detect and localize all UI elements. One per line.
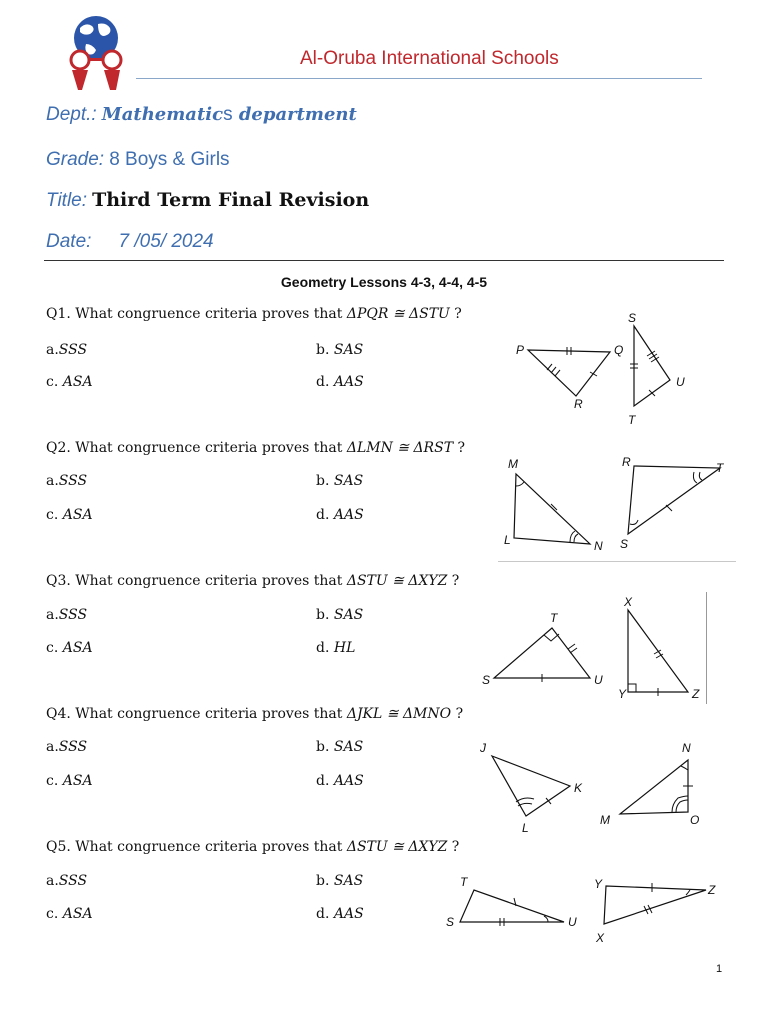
question-end: ?: [449, 306, 462, 322]
triangle-pqr: [528, 350, 610, 396]
triangle-stu: [634, 326, 670, 406]
svg-text:L: L: [504, 533, 511, 547]
option-c[interactable]: c. ASA: [46, 507, 93, 523]
dept-row: [46, 104, 357, 126]
triangle-xyz: [604, 886, 706, 924]
dept-value-b: s: [223, 104, 233, 125]
svg-text:S: S: [446, 915, 455, 929]
title-row: [46, 189, 369, 212]
triangle-stu: [460, 890, 564, 922]
svg-text:M: M: [508, 457, 518, 471]
triangle-rst: [628, 466, 720, 534]
question-math: ΔPQR ≅ ΔSTU: [346, 306, 450, 322]
grade-label: Grade:: [46, 149, 105, 170]
svg-text:X: X: [624, 595, 633, 609]
q2-figure: [498, 450, 738, 560]
svg-text:K: K: [574, 781, 583, 795]
option-c[interactable]: c. ASA: [46, 640, 93, 656]
vertex-label: S: [628, 311, 637, 325]
svg-text:X: X: [596, 931, 605, 945]
header-divider: [136, 78, 702, 79]
question-number: Q1.: [46, 306, 71, 322]
vertex-label: P: [516, 343, 525, 357]
option-a[interactable]: a.SSS: [46, 873, 88, 889]
option-b[interactable]: b. SAS: [316, 873, 364, 889]
question-5: Q5. What congruence criteria proves that ΔSTU ≅ ΔXYZ ?: [46, 839, 460, 855]
school-name: Al-Oruba International Schools: [300, 48, 559, 69]
svg-text:R: R: [622, 455, 631, 469]
option-d[interactable]: d. AAS: [316, 374, 364, 390]
vertex-label: R: [574, 397, 583, 411]
q5-figure: [440, 870, 730, 950]
option-a[interactable]: a.SSS: [46, 607, 88, 623]
grade-value: 8 Boys & Girls: [109, 149, 230, 170]
option-b[interactable]: b. SAS: [316, 473, 364, 489]
page-number: 1: [716, 963, 723, 975]
vertex-label: T: [628, 413, 636, 427]
question-2: Q2. What congruence criteria proves that ΔLMN ≅ ΔRST ?: [46, 440, 465, 456]
q3-figure: [478, 594, 708, 704]
date-row: [46, 231, 214, 253]
option-a[interactable]: a.SSS: [46, 342, 88, 358]
dept-label: Dept.:: [46, 104, 97, 125]
svg-text:N: N: [682, 741, 691, 755]
svg-text:S: S: [620, 537, 629, 551]
option-d[interactable]: d. AAS: [316, 507, 364, 523]
svg-text:Z: Z: [692, 687, 700, 701]
vertex-label: Q: [614, 343, 624, 357]
svg-text:T: T: [460, 875, 468, 889]
title-value: Third Term Final Revision: [92, 189, 370, 211]
section-divider: [44, 260, 724, 261]
school-logo: [56, 14, 136, 92]
triangle-xyz: [628, 610, 688, 692]
svg-text:O: O: [690, 813, 700, 827]
option-a[interactable]: a.SSS: [46, 473, 88, 489]
option-d[interactable]: d. HL: [316, 640, 356, 656]
figure-divider: [498, 561, 736, 562]
svg-text:L: L: [522, 821, 529, 835]
svg-text:U: U: [594, 673, 603, 687]
question-1: [46, 306, 462, 322]
svg-text:Y: Y: [618, 687, 627, 701]
option-d[interactable]: d. AAS: [316, 773, 364, 789]
title-label: Title:: [46, 190, 88, 211]
svg-text:U: U: [568, 915, 577, 929]
svg-text:M: M: [600, 813, 610, 827]
q4-figure: [476, 736, 716, 844]
q1-figure: [500, 306, 700, 434]
triangle-jkl: [492, 756, 570, 816]
triangle-lmn: [514, 474, 590, 544]
question-4: Q4. What congruence criteria proves that ΔJKL ≅ ΔMNO ?: [46, 706, 464, 722]
svg-text:Y: Y: [594, 877, 603, 891]
date-label: Date:: [46, 231, 92, 252]
option-d[interactable]: d. AAS: [316, 906, 364, 922]
option-c[interactable]: c. ASA: [46, 374, 93, 390]
option-a[interactable]: a.SSS: [46, 739, 88, 755]
svg-text:N: N: [594, 539, 603, 553]
option-c[interactable]: c. ASA: [46, 773, 93, 789]
svg-text:T: T: [550, 611, 558, 625]
question-text: What congruence criteria proves that: [75, 306, 347, 322]
figure-divider: [706, 592, 707, 704]
dept-value-c: department: [232, 104, 357, 125]
svg-text:J: J: [480, 741, 486, 755]
dept-value-a: Mathematic: [101, 104, 224, 125]
lesson-heading: Geometry Lessons 4-3, 4-4, 4-5: [280, 274, 488, 290]
question-3: Q3. What congruence criteria proves that ΔSTU ≅ ΔXYZ ?: [46, 573, 460, 589]
option-b[interactable]: b. SAS: [316, 607, 364, 623]
date-value: 7 /05/ 2024: [118, 231, 214, 252]
grade-row: [46, 149, 230, 171]
svg-text:T: T: [716, 461, 724, 475]
triangle-stu: [494, 628, 590, 678]
option-c[interactable]: c. ASA: [46, 906, 93, 922]
vertex-label: U: [676, 375, 685, 389]
option-b[interactable]: b. SAS: [316, 739, 364, 755]
svg-text:Z: Z: [708, 883, 716, 897]
svg-text:S: S: [482, 673, 491, 687]
option-b[interactable]: b. SAS: [316, 342, 364, 358]
